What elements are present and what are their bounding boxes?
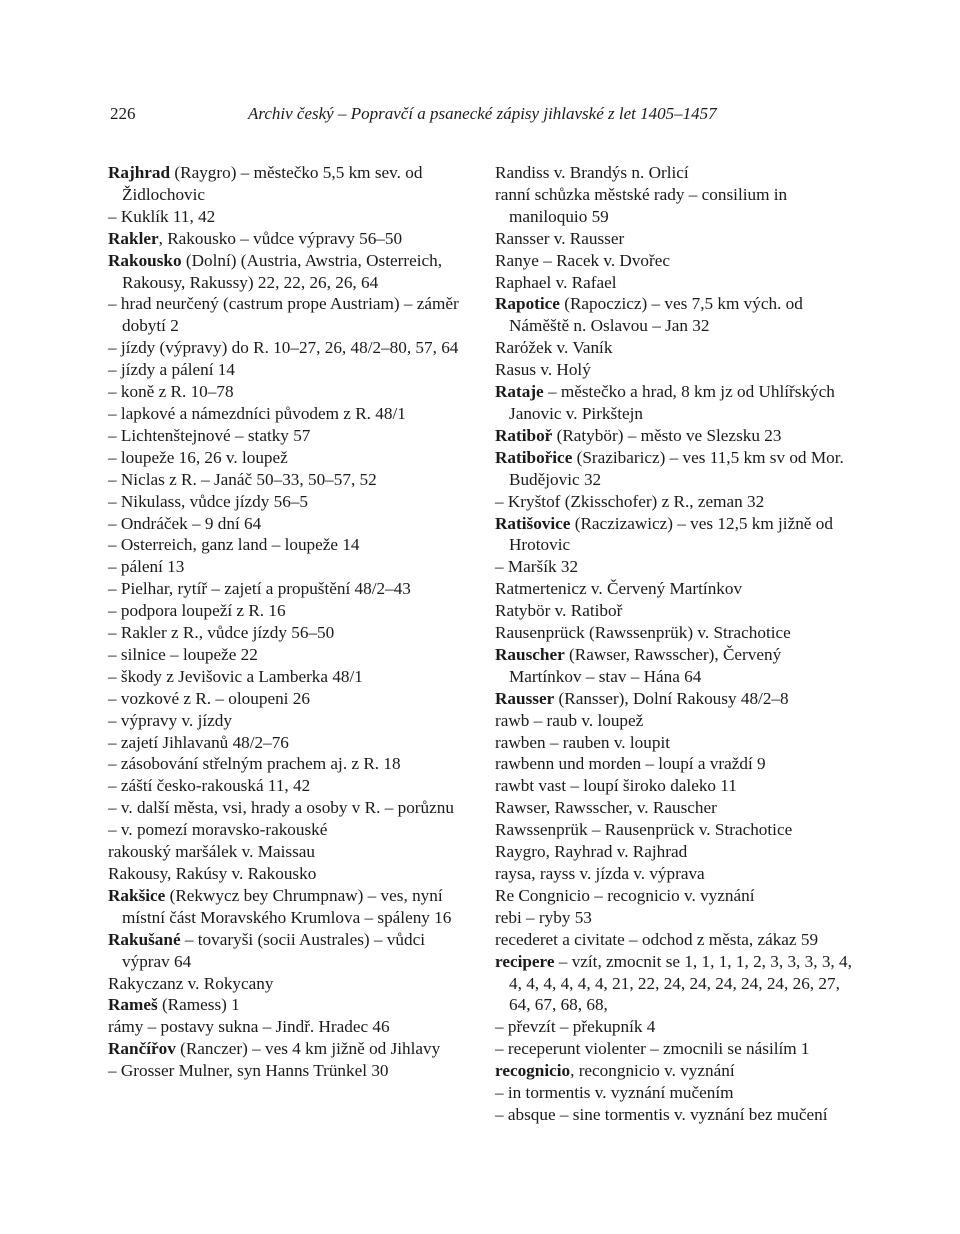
index-entry (108, 513, 470, 535)
index-entry (108, 447, 470, 469)
index-column-right (495, 162, 855, 1126)
entry-text: – městečko a hrad, 8 km jz od Uhlířských Janovic v. Pirkštejn (509, 382, 840, 423)
entry-text: – Nikulass, vůdce jízdy 56–5 (108, 491, 309, 511)
entry-text: (Srazibaricz) – ves 11,5 km sv od Mor. Budějovic 32 (509, 447, 849, 489)
index-entry (108, 1038, 470, 1060)
entry-text: Ransser v. Rausser (495, 228, 625, 248)
entry-text: (Rawser, Rawsscher), Červený Martínkov – stav – Hána 64 (509, 644, 786, 686)
index-entry (108, 228, 470, 250)
entry-headword: Rajhrad (108, 163, 171, 182)
entry-text: – lapkové a námezdníci původem z R. 48/1 (108, 403, 406, 423)
entry-text: – Osterreich, ganz land – loupeže 14 (108, 535, 360, 555)
index-entry (108, 250, 470, 294)
index-entry (495, 753, 855, 775)
index-entry (495, 272, 855, 294)
index-entry (108, 863, 470, 885)
index-entry (108, 337, 470, 359)
entry-headword: Rapotice (495, 294, 560, 314)
index-entry (495, 732, 855, 754)
entry-text: – škody z Jevišovic a Lamberka 48/1 (108, 666, 363, 686)
entry-text: – Kuklík 11, 42 (108, 206, 216, 226)
entry-headword: Rausser (495, 688, 555, 708)
entry-text: – silnice – loupeže 22 (108, 644, 258, 664)
index-entry (495, 447, 855, 491)
entry-text: – vozkové z R. – oloupeni 26 (108, 688, 310, 708)
entry-text: – v. další města, vsi, hrady a osoby v R. – porůznu (108, 798, 454, 818)
index-entry (108, 973, 470, 995)
entry-text: (Ramess) 1 (157, 995, 240, 1015)
index-entry (108, 819, 470, 841)
entry-text: – zajetí Jihlavanů 48/2–76 (108, 732, 289, 752)
entry-text: Ratmertenicz v. Červený Martínkov (495, 579, 743, 599)
index-entry (495, 885, 855, 907)
entry-headword: Rakousko (108, 250, 182, 270)
index-entry (495, 381, 855, 425)
index-entry (495, 513, 855, 557)
entry-text: – záští česko-rakouská 11, 42 (108, 776, 311, 796)
entry-text: Raygro, Rayhrad v. Rajhrad (495, 842, 688, 862)
entry-text: rawben – rauben v. loupit (495, 732, 671, 752)
index-entry (108, 469, 470, 491)
entry-text: – vzít, zmocnit se 1, 1, 1, 1, 2, 3, 3, 3, 3, 4, 4, 4, 4, 4, 4, 4, 21, 22, 24, 24, 24, 24, 24, 26, 27, 64, 67, 68, 68, (509, 951, 857, 1015)
entry-headword: Rančířov (108, 1039, 176, 1059)
entry-text: (Rapoczicz) – ves 7,5 km vých. od Náměště n. Oslavou – Jan 32 (509, 294, 808, 336)
index-entry (495, 1016, 855, 1038)
index-entry (495, 162, 855, 184)
entry-text: (Ransser), Dolní Rakousy 48/2–8 (554, 688, 789, 708)
index-entry (108, 534, 470, 556)
index-entry (108, 994, 470, 1016)
index-entry (108, 797, 470, 819)
entry-text: rakouský maršálek v. Maissau (108, 842, 315, 862)
entry-text: – Grosser Mulner, syn Hanns Trünkel 30 (108, 1061, 389, 1081)
index-entry (108, 425, 470, 447)
entry-headword: Rakšice (108, 885, 166, 905)
entry-text: – in tormentis v. vyznání mučením (495, 1083, 734, 1103)
entry-text: – jízdy a pálení 14 (108, 360, 235, 380)
entry-text: – podpora loupeží z R. 16 (108, 601, 286, 621)
entry-text: (Raczizawicz) – ves 12,5 km jižně od Hrotovic (509, 513, 838, 555)
index-entry (495, 1038, 855, 1060)
entry-text: Rausenprück (Rawssenprük) v. Strachotice (495, 623, 791, 643)
entry-text: (Ranczer) – ves 4 km jižně od Jihlavy (175, 1039, 441, 1059)
index-entry (495, 250, 855, 272)
entry-text: – Pielhar, rytíř – zajetí a propuštění 48/2–43 (108, 579, 411, 599)
entry-text: rawbt vast – loupí široko daleko 11 (495, 776, 737, 796)
index-entry (495, 359, 855, 381)
index-entry (108, 293, 470, 337)
entry-text: – výpravy v. jízdy (108, 710, 232, 730)
index-entry (108, 556, 470, 578)
entry-text: Rakyczanz v. Rokycany (108, 973, 274, 993)
entry-text: – Kryštof (Zkisschofer) z R., zeman 32 (495, 491, 765, 511)
index-entry (495, 228, 855, 250)
index-entry (108, 753, 470, 775)
index-entry (495, 600, 855, 622)
index-entry (495, 819, 855, 841)
entry-headword: Ratiboř (495, 425, 553, 445)
entry-text: raysa, rayss v. jízda v. výprava (495, 864, 705, 883)
index-entry (108, 885, 470, 929)
entry-text: Rarόžek v. Vaník (495, 338, 613, 358)
entry-text: – koně z R. 10–78 (108, 382, 234, 402)
entry-text: – Rakler z R., vůdce jízdy 56–50 (108, 623, 335, 643)
entry-text: – tovaryši (socii Australes) – vůdci výprav 64 (122, 929, 430, 971)
index-entry (108, 578, 470, 600)
index-entry (495, 337, 855, 359)
index-entry (108, 1060, 470, 1082)
entry-text: recederet a civitate – odchod z města, zákaz 59 (495, 929, 819, 949)
index-entry (495, 293, 855, 337)
index-entry (108, 206, 470, 228)
entry-text: – absque – sine tormentis v. vyznání bez mučení (495, 1104, 828, 1124)
index-entry (495, 1082, 855, 1104)
index-entry (108, 688, 470, 710)
index-entry (108, 403, 470, 425)
index-entry (108, 775, 470, 797)
index-entry (495, 797, 855, 819)
running-title: Archiv český – Popravčí a psanecké zápisy jihlavské z let 1405–1457 (248, 104, 717, 123)
entry-text: – Maršík 32 (495, 557, 579, 577)
index-entry (495, 1104, 855, 1126)
index-entry (108, 841, 470, 863)
entry-headword: recipere (495, 951, 555, 971)
entry-text: Re Congnicio – recognicio v. vyznání (495, 885, 755, 905)
entry-text: Rawssenprük – Rausenprück v. Strachotice (495, 820, 793, 840)
entry-headword: Ratibořice (495, 447, 573, 467)
entry-text: rawbenn und morden – loupí a vraždí 9 (495, 754, 766, 774)
index-entry (108, 622, 470, 644)
entry-text: Randiss v. Brandýs n. Orlicí (495, 163, 689, 182)
entry-text: – Niclas z R. – Janáč 50–33, 50–57, 52 (108, 469, 377, 489)
index-column-left (108, 162, 470, 1082)
running-header (110, 104, 850, 128)
entry-text: – jízdy (výpravy) do R. 10–27, 26, 48/2–80, 57, 64 (108, 338, 459, 358)
index-entry (495, 951, 855, 1017)
index-entry (108, 491, 470, 513)
index-entry (495, 1060, 855, 1082)
entry-text: – v. pomezí moravsko-rakouské (108, 820, 328, 840)
index-entry (108, 381, 470, 403)
index-entry (495, 907, 855, 929)
entry-text: (Raygro) – městečko 5,5 km sev. od Židlochovic (122, 163, 427, 204)
entry-text: rebi – ryby 53 (495, 907, 592, 927)
index-entry (495, 841, 855, 863)
entry-text: ranní schůzka městské rady – consilium in maniloquio 59 (495, 184, 792, 226)
entry-text: Rasus v. Holý (495, 360, 591, 380)
entry-text: Rawser, Rawsscher, v. Rauscher (495, 798, 717, 818)
index-entry (495, 688, 855, 710)
entry-text: – hrad neurčený (castrum prope Austriam) – záměr dobytí 2 (108, 294, 464, 336)
entry-text: Ranye – Racek v. Dvořec (495, 250, 670, 270)
entry-text: – receperunt violenter – zmocnili se násilím 1 (495, 1039, 810, 1059)
index-entry (495, 491, 855, 513)
entry-text: – Ondráček – 9 dní 64 (108, 513, 262, 533)
entry-headword: Rameš (108, 995, 158, 1015)
index-entry (108, 644, 470, 666)
index-entry (108, 929, 470, 973)
index-entry (495, 622, 855, 644)
index-entry (495, 775, 855, 797)
index-entry (495, 578, 855, 600)
index-entry (495, 710, 855, 732)
entry-text: (Ratybör) – město ve Slezsku 23 (552, 425, 782, 445)
index-entry (108, 710, 470, 732)
entry-text: – převzít – překupník 4 (495, 1017, 656, 1037)
page-number: 226 (110, 104, 136, 123)
entry-text: Ratybör v. Ratiboř (495, 601, 623, 621)
entry-headword: recognicio (495, 1061, 571, 1081)
index-entry (108, 600, 470, 622)
entry-text: Rakousy, Rakúsy v. Rakousko (108, 864, 317, 883)
entry-text: – Lichtenštejnové – statky 57 (108, 425, 311, 445)
entry-text: rámy – postavy sukna – Jindř. Hradec 46 (108, 1017, 390, 1037)
index-entry (495, 425, 855, 447)
entry-text: rawb – raub v. loupež (495, 710, 644, 730)
entry-text: , recongnicio v. vyznání (570, 1061, 735, 1081)
index-entry (108, 732, 470, 754)
index-entry (495, 556, 855, 578)
index-entry (108, 1016, 470, 1038)
entry-headword: Rauscher (495, 644, 565, 664)
entry-text: – zásobování střelným prachem aj. z R. 18 (108, 754, 401, 774)
entry-text: – loupeže 16, 26 v. loupež (108, 447, 288, 467)
index-entry (495, 863, 855, 885)
index-entry (108, 162, 470, 206)
entry-text: , Rakousko – vůdce výpravy 56–50 (158, 228, 403, 248)
index-entry (108, 359, 470, 381)
index-entry (495, 929, 855, 951)
entry-headword: Rataje (495, 382, 544, 402)
index-entry (495, 184, 855, 228)
entry-headword: Rakušané (108, 929, 181, 949)
index-entry (108, 666, 470, 688)
entry-headword: Rakler (108, 228, 159, 248)
entry-text: (Rekwycz bey Chrumpnaw) – ves, nyní místní část Moravského Krumlova – spáleny 16 (122, 885, 452, 927)
entry-text: – pálení 13 (108, 557, 185, 577)
entry-headword: Ratišovice (495, 513, 571, 533)
entry-text: (Dolní) (Austria, Awstria, Osterreich, Rakousy, Rakussy) 22, 22, 26, 26, 64 (122, 250, 447, 292)
entry-text: Raphael v. Rafael (495, 272, 617, 292)
index-entry (495, 644, 855, 688)
